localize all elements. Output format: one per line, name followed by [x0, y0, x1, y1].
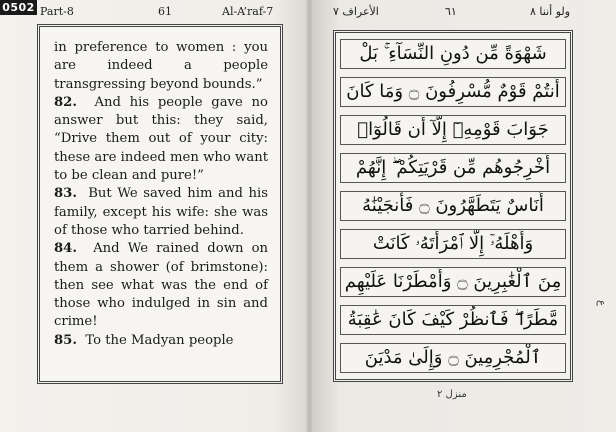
arabic-line: شَهْوَةً مِّن دُونِ النِّسَآءِ ۚ بَلْ [340, 39, 566, 69]
manzil-footer: منزل ٢ [437, 389, 467, 400]
verse-82: 82. And his people gave no answer but this: they said, “Drive them out of your city: these are indeed men who want to be clean and pure!” [54, 94, 268, 184]
translation-text [54, 39, 268, 350]
arabic-line: أَنتُمْ قَوْمٌ مُّسْرِفُونَ ۝ وَمَا كَانَ [340, 77, 566, 107]
arabic-surah-header: الأعراف ٧ [333, 5, 379, 18]
arabic-line: أَخْرِجُوهُم مِّن قَرْيَتِكُمْ ۖ إِنَّهُمْ [340, 153, 566, 183]
arabic-text-frame [333, 30, 573, 382]
verse-number: 82. [54, 94, 77, 110]
translation-frame [37, 24, 283, 384]
arabic-line: مِنَ ٱلْغَٰبِرِينَ ۝ وَأَمْطَرْنَا عَلَيْهِم [340, 267, 566, 297]
image-id-badge: 0502 [0, 0, 37, 15]
verse-number: 83. [54, 186, 77, 202]
left-page-number: 61 [158, 5, 172, 18]
arabic-juz-header: ولو أننا ٨ [530, 5, 571, 18]
part-label: Part-8 [40, 5, 74, 18]
arabic-line: جَوَابَ قَوْمِهِۦٓ إِلَّآ أَن قَالُوٓا۟ [340, 115, 566, 145]
arabic-line: ٱلْمُجْرِمِينَ ۝ وَإِلَىٰ مَدْيَنَ [340, 343, 566, 373]
verse-83: 83. But We saved him and his family, except his wife: she was of those who tarried behind. [54, 186, 268, 238]
arabic-line: أُنَاسٌ يَتَطَهَّرُونَ ۝ فَأَنجَيْنَٰهُ [340, 191, 566, 221]
ruku-marker: ع [596, 300, 607, 306]
book-spine [306, 0, 314, 432]
verse-text: in preference to women : you are indeed a people transgressing beyond bounds.” [54, 40, 268, 92]
arabic-line: مَّطَرًا ۖ فَٱنظُرْ كَيْفَ كَانَ عَٰقِبَةُ [340, 305, 566, 335]
verse-number: 84. [54, 241, 77, 257]
arabic-page-number: ٦١ [445, 5, 457, 18]
verse-84: 84. And We rained down on them a shower (of brimstone): then see what was the end of those who indulged in sin and crime! [54, 241, 268, 330]
verse-number: 85. [54, 332, 77, 348]
verse-85: 85. To the Madyan people [54, 332, 234, 348]
surah-label: Al-A’raf-7 [222, 5, 274, 18]
arabic-line: وَأَهْلَهُۥٓ إِلَّا ٱمْرَأَتَهُۥ كَانَتْ [340, 229, 566, 259]
